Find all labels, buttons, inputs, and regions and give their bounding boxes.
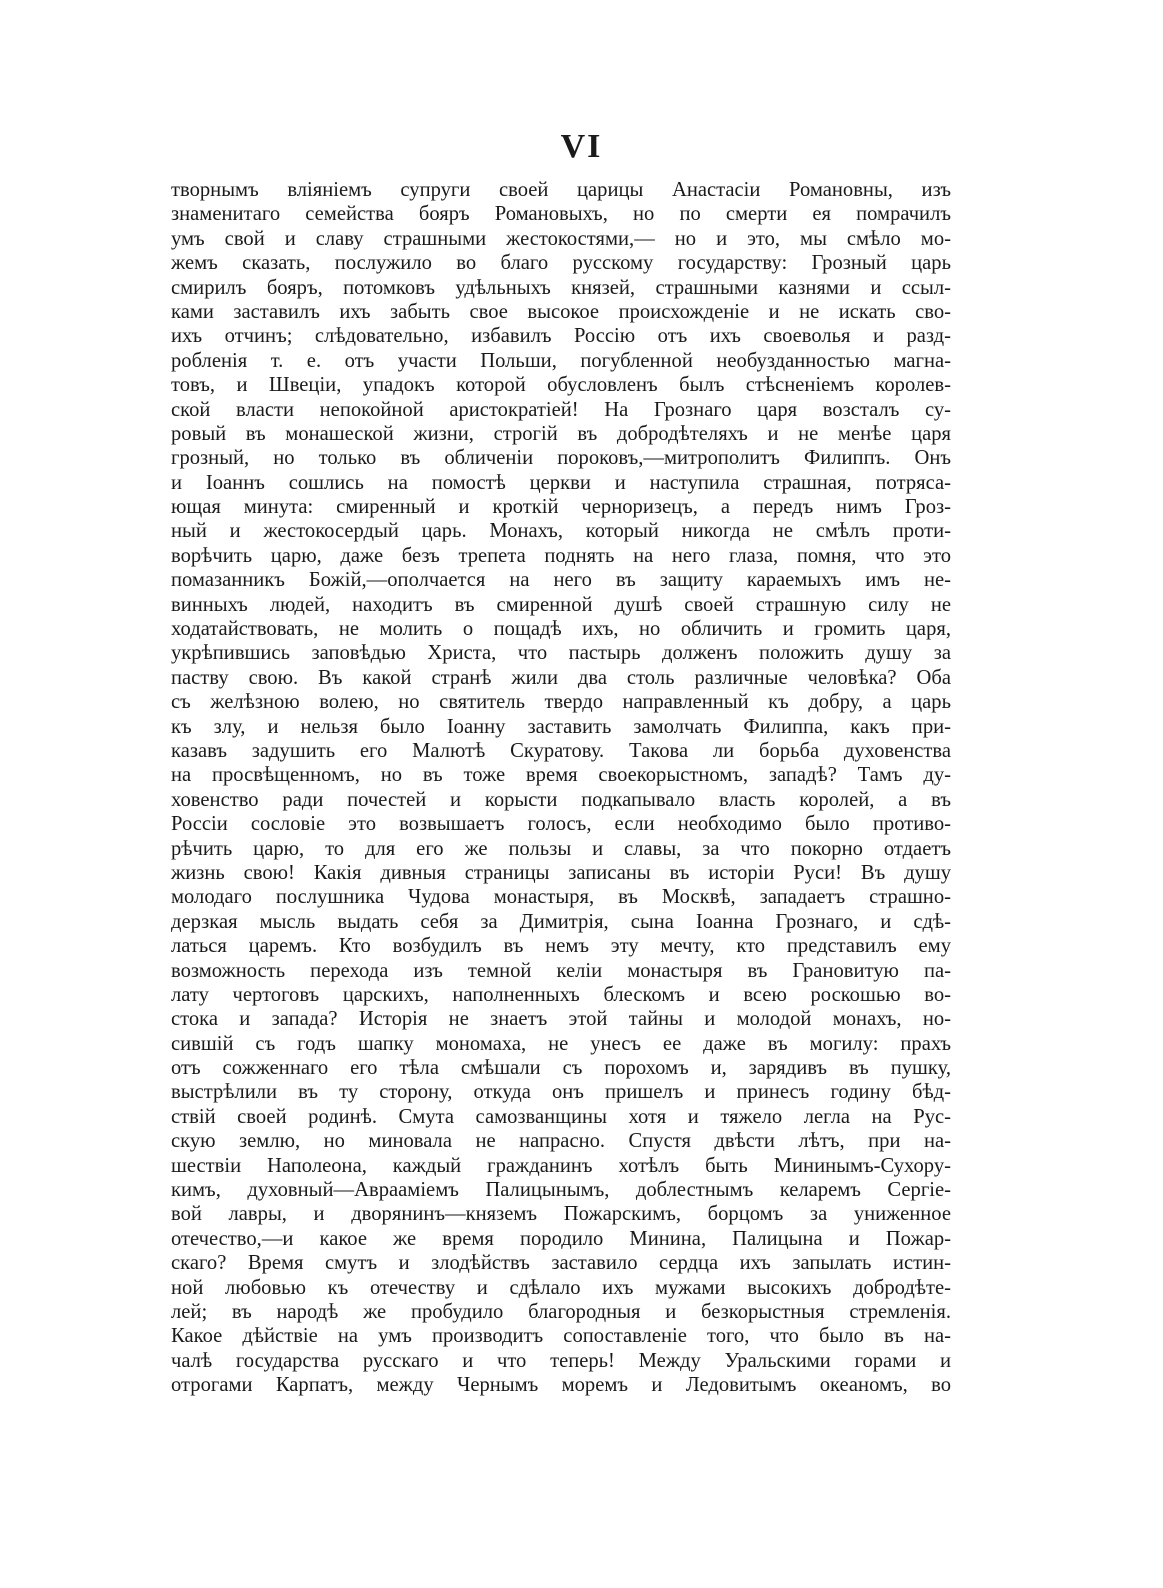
text-line: чалѣ государства русскаго и что теперь! Между Уральскими горами и (171, 1349, 951, 1372)
text-line: латься царемъ. Кто возбудилъ въ немъ эту мечту, кто представилъ ему (171, 935, 951, 958)
text-line: казавъ задушить его Малютѣ Скуратову. Такова ли борьба духовенства (171, 739, 951, 762)
text-line: къ злу, и нельзя было Іоанну заставить замолчать Филиппа, какъ при- (171, 715, 951, 738)
text-line: рѣчить царю, то для его же пользы и славы, за что покорно отдаетъ (171, 837, 951, 860)
text-line: ющая минута: смиренный и кроткій черноризецъ, а передъ нимъ Гроз- (171, 496, 951, 519)
text-line: грозный, но только въ обличеніи пороковъ,—митрополитъ Филиппъ. Онъ (171, 447, 951, 470)
text-line: творнымъ вліяніемъ супруги своей царицы Анастасіи Романовны, изъ (171, 179, 951, 201)
text-line: винныхъ людей, находитъ въ смиренной душѣ своей страшную силу не (171, 593, 951, 616)
text-line: ной любовью къ отечеству и сдѣлало ихъ мужами высокихъ добродѣте- (171, 1276, 951, 1299)
text-line: Россіи сословіе это возвышаетъ голосъ, если необходимо было противо- (171, 813, 951, 836)
text-line: сившій съ годъ шапку мономаха, не унесъ ее даже въ могилу: прахъ (171, 1032, 951, 1055)
text-line: ворѣчить царю, даже безъ трепета поднять на него глаза, помня, что это (171, 544, 951, 567)
text-line: укрѣпившись заповѣдью Христа, что пастырь долженъ положить душу за (171, 642, 951, 665)
text-line: шествіи Наполеона, каждый гражданинъ хотѣлъ быть Мининымъ-Сухору- (171, 1154, 951, 1177)
text-line: ствій своей родинѣ. Смута самозванщины хотя и тяжело легла на Рус- (171, 1105, 951, 1128)
text-line: жизнь свою! Какія дивныя страницы записаны въ исторіи Руси! Въ душу (171, 861, 951, 884)
text-line: отъ сожженнаго его тѣла смѣшали съ порохомъ и, зарядивъ въ пушку, (171, 1057, 951, 1080)
text-line: скаго? Время смутъ и злодѣйствъ заставило сердца ихъ запылать истин- (171, 1252, 951, 1275)
text-line: стока и запада? Исторія не знаетъ этой тайны и молодой монахъ, но- (171, 1008, 951, 1031)
text-line: знаменитаго семейства бояръ Романовыхъ, но по смерти ея помрачилъ (171, 203, 951, 226)
body-text (171, 178, 951, 1398)
page-number: VI (560, 128, 603, 165)
text-line: лату чертоговъ царскихъ, наполненныхъ блескомъ и всею роскошью во- (171, 983, 951, 1006)
text-line: возможность перехода изъ темной келіи монастыря въ Грановитую па- (171, 959, 951, 982)
text-line: выстрѣлили въ ту сторону, откуда онъ пришелъ и принесъ годину бѣд- (171, 1081, 951, 1104)
text-line: жемъ сказать, послужило во благо русскому государству: Грозный царь (171, 252, 951, 275)
text-line: паству свою. Въ какой странѣ жили два столь различные человѣка? Оба (171, 666, 951, 689)
text-line: отрогами Карпатъ, между Чернымъ моремъ и Ледовитымъ океаномъ, во (171, 1374, 951, 1397)
text-line: кимъ, духовный—Авраамiемъ Палицынымъ, доблестнымъ келаремъ Сергіе- (171, 1179, 951, 1202)
text-line: ихъ отчинъ; слѣдовательно, избавилъ Россію отъ ихъ своеволья и разд- (171, 325, 951, 348)
text-line: товъ, и Швеціи, упадокъ которой обусловленъ былъ стѣсненіемъ королев- (171, 374, 951, 397)
text-line: лей; въ народѣ же пробудило благородныя и безкорыстныя стремленія. (171, 1300, 951, 1323)
text-line: отечество,—и какое же время породило Минина, Палицына и Пожар- (171, 1227, 951, 1250)
text-line: вой лавры, и дворянинъ—княземъ Пожарскимъ, борцомъ за униженное (171, 1203, 951, 1226)
text-line: на просвѣщенномъ, но въ тоже время своекорыстномъ, западѣ? Тамъ ду- (171, 764, 951, 787)
text-line: ный и жестокосердый царь. Монахъ, который никогда не смѣлъ проти- (171, 520, 951, 543)
text-line: робленія т. е. отъ участи Польши, погубленной необузданностью магна- (171, 349, 951, 372)
text-line: ками заставилъ ихъ забыть свое высокое происхожденіе и не искать сво- (171, 300, 951, 323)
text-line: ходатайствовать, не молить о пощадѣ ихъ, но обличить и громить царя, (171, 618, 951, 641)
text-line: ской власти непокойной аристократіей! На Грознаго царя возсталъ су- (171, 398, 951, 421)
text-line: ровый въ монашеской жизни, строгій въ добродѣтеляхъ и не менѣе царя (171, 422, 951, 445)
text-line: и Іоаннъ сошлись на помостѣ церкви и наступила страшная, потряса- (171, 471, 951, 494)
text-line: ховенство ради почестей и корысти подкапывало власть королей, а въ (171, 788, 951, 811)
text-line: помазанникъ Божій,—ополчается на него въ защиту караемыхъ имъ не- (171, 569, 951, 592)
text-line: Какое дѣйствіе на умъ производитъ сопоставленіе того, что было въ на- (171, 1325, 951, 1348)
text-line: дерзкая мысль выдать себя за Димитрія, сына Іоанна Грознаго, и сдѣ- (171, 910, 951, 933)
text-line: смирилъ бояръ, потомковъ удѣльныхъ князей, страшными казнями и ссыл- (171, 276, 951, 299)
text-line: съ желѣзною волею, но святитель твердо направленный къ добру, а царь (171, 691, 951, 714)
text-line: умъ свой и славу страшными жестокостями,— но и это, мы смѣло мо- (171, 227, 951, 250)
text-line: молодаго послушника Чудова монастыря, въ Москвѣ, западаетъ страшно- (171, 886, 951, 909)
text-line: скую землю, но миновала не напрасно. Спустя двѣсти лѣтъ, при на- (171, 1130, 951, 1153)
